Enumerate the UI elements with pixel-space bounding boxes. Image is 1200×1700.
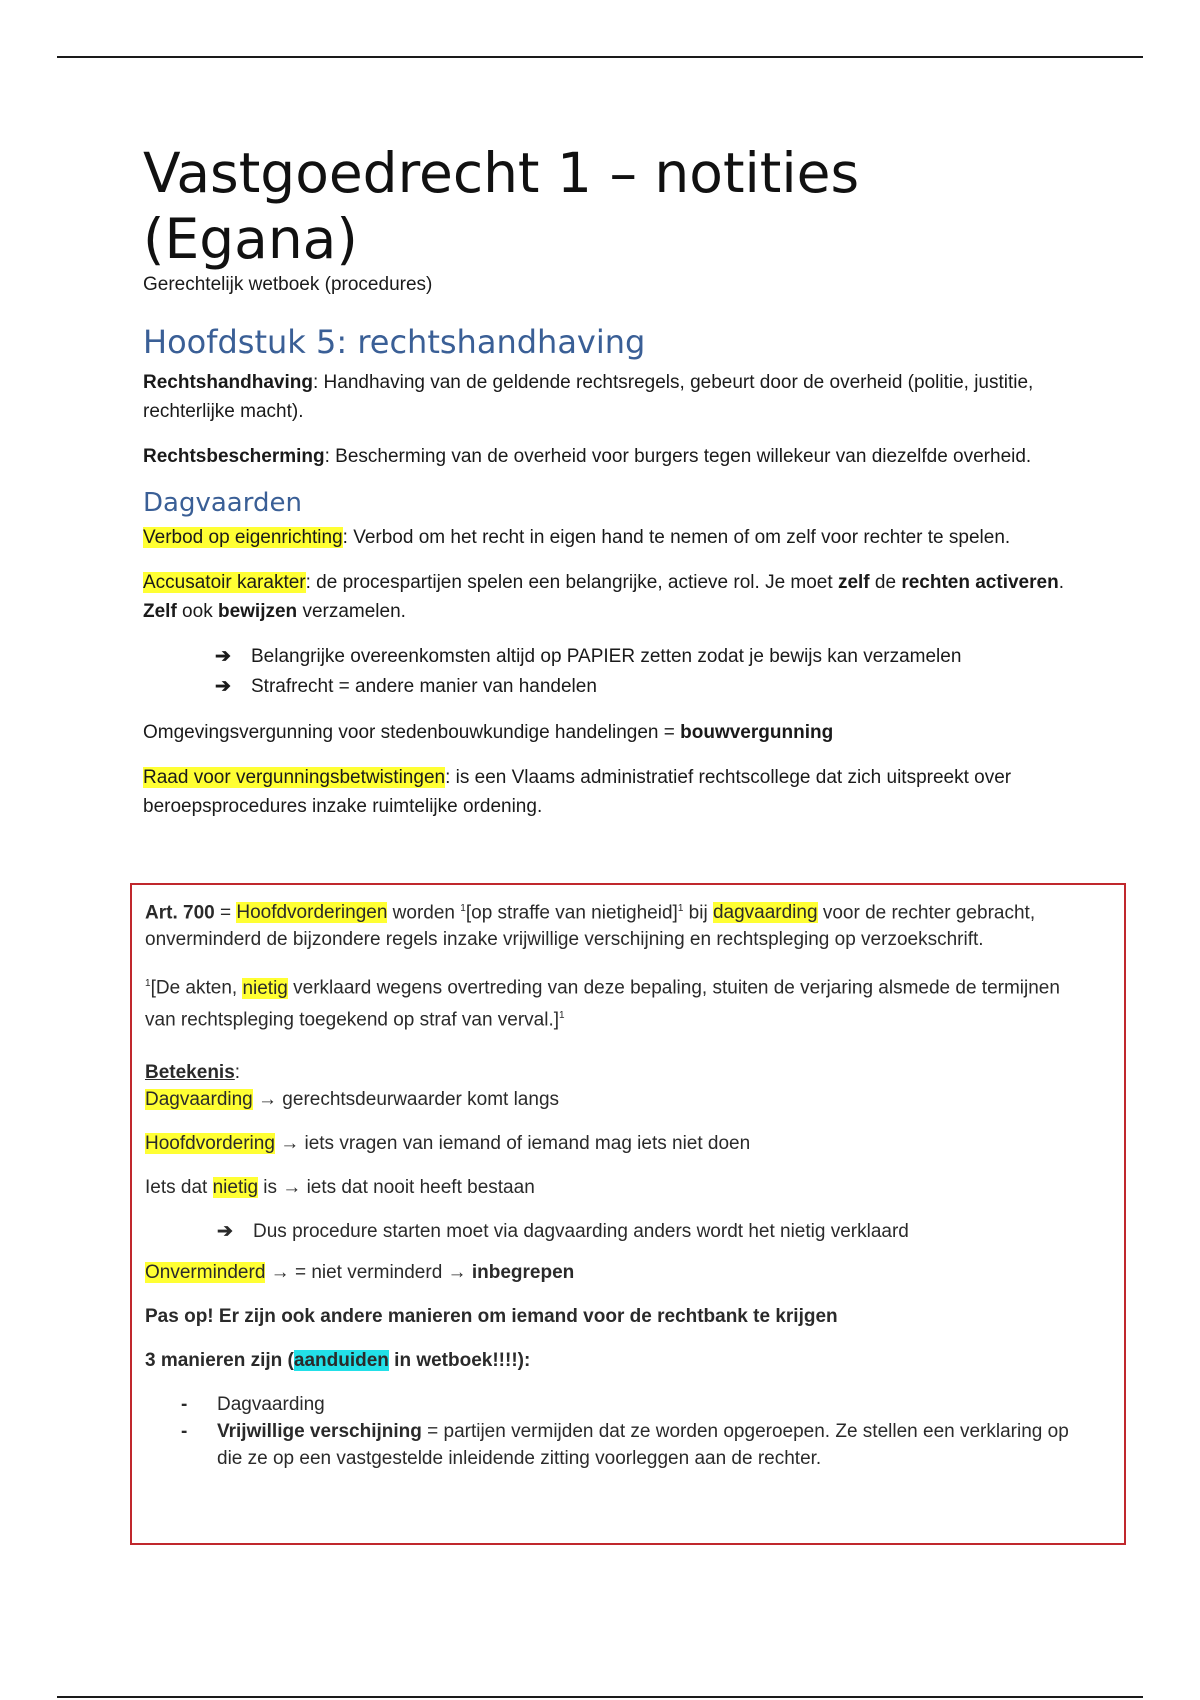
text: worden bbox=[387, 902, 461, 924]
document-subtitle: Gerechtelijk wetboek (procedures) bbox=[143, 274, 433, 295]
paragraph-raad bbox=[143, 763, 1073, 821]
arrow-list bbox=[143, 642, 1073, 702]
bold-text: 3 manieren zijn ( bbox=[145, 1349, 294, 1371]
paragraph-accusatoir bbox=[143, 568, 1073, 626]
text: verklaard wegens overtreding van deze bepaling, stuiten de verjaring alsmede de termijnen van rechtspleging toegekend op straf van verval.] bbox=[145, 977, 1060, 1030]
title-line-1: Vastgoedrecht 1 – notities bbox=[143, 141, 860, 205]
list-item: ➔ Dus procedure starten moet via dagvaarding anders wordt het nietig verklaard bbox=[217, 1218, 1085, 1245]
highlighted-term: Onverminderd bbox=[145, 1261, 266, 1283]
betekenis-label bbox=[145, 1059, 1085, 1086]
document-title bbox=[143, 140, 1073, 272]
paragraph-omgevingsvergunning bbox=[143, 718, 1073, 747]
box-content bbox=[145, 895, 1085, 1472]
footer-rule bbox=[57, 1696, 1143, 1698]
def-onverminderd bbox=[145, 1259, 1085, 1286]
text: = partijen vermijden dat ze worden opgeroepen. Ze stellen een verklaring op die ze op een vastgestelde inleidende zitting voorleggen aan de rechter. bbox=[217, 1420, 1069, 1469]
text: verzamelen. bbox=[297, 601, 406, 622]
list-item: ➔ Strafrecht = andere manier van handelen bbox=[215, 672, 1073, 702]
footnote-marker: 1 bbox=[559, 1009, 565, 1021]
term: Rechtshandhaving bbox=[143, 372, 313, 393]
bold-text: Vrijwillige verschijning bbox=[217, 1420, 422, 1442]
bold-text: inbegrepen bbox=[471, 1261, 575, 1283]
bold-underlined-text: Betekenis bbox=[145, 1061, 235, 1083]
bold-text: zelf bbox=[837, 572, 870, 593]
bold-text: bewijzen bbox=[217, 601, 298, 622]
bold-text: in wetboek!!!!): bbox=[388, 1349, 531, 1371]
footnote-marker: 1 bbox=[460, 903, 466, 914]
highlighted-term: Dagvaarding bbox=[145, 1088, 253, 1110]
definition: : Handhaving van de geldende rechtsregels, gebeurt door de overheid (politie, justitie, rechterlijke macht). bbox=[143, 372, 1034, 422]
manieren bbox=[145, 1347, 1085, 1374]
text: ook bbox=[176, 601, 218, 622]
bold-text: Pas op! Er zijn ook andere manieren om iemand voor de rechtbank te krijgen bbox=[145, 1305, 838, 1327]
text: = bbox=[214, 902, 237, 924]
text: Iets dat bbox=[145, 1176, 213, 1198]
footnote-marker: 1 bbox=[145, 978, 151, 990]
document-body bbox=[143, 140, 1073, 837]
text: is → iets dat nooit heeft bestaan bbox=[258, 1176, 535, 1198]
text: : de procespartijen spelen een belangrijke, actieve rol. Je moet bbox=[305, 572, 838, 593]
highlighted-term: nietig bbox=[212, 1176, 259, 1198]
list-item: ➔ Belangrijke overeenkomsten altijd op PAPIER zetten zodat je bewijs kan verzamelen bbox=[215, 642, 1073, 672]
text: voor de rechter gebracht, onverminderd de bijzondere regels inzake vrijwillige verschijning en rechtspleging op verzoekschrift. bbox=[145, 902, 1036, 951]
bold-text: Zelf bbox=[143, 601, 177, 622]
bold-text: rechten activeren bbox=[901, 572, 1059, 593]
header-rule bbox=[57, 56, 1143, 58]
cyan-highlighted-term: aanduiden bbox=[293, 1349, 389, 1371]
text: de bbox=[869, 572, 902, 593]
text: [op straffe van nietigheid] bbox=[465, 902, 678, 924]
chapter-heading: Hoofdstuk 5: rechtshandhaving bbox=[143, 323, 646, 361]
text: . bbox=[1058, 572, 1064, 593]
highlighted-term: nietig bbox=[242, 977, 288, 999]
def-hoofdvordering bbox=[145, 1130, 1085, 1157]
paragraph-rechtsbescherming bbox=[143, 442, 1073, 471]
footnote-marker: 1 bbox=[677, 903, 684, 914]
highlighted-term: Hoofdvordering bbox=[145, 1132, 275, 1154]
dash-list bbox=[145, 1391, 1085, 1472]
term: Rechtsbescherming bbox=[143, 446, 325, 467]
text: Omgevingsvergunning voor stedenbouwkundige handelingen = bbox=[143, 722, 681, 743]
definition: : Verbod om het recht in eigen hand te nemen of om zelf voor rechter te spelen. bbox=[342, 527, 1011, 548]
text: : bbox=[234, 1061, 241, 1083]
highlighted-term: dagvaarding bbox=[712, 902, 818, 924]
highlighted-term: Hoofdvorderingen bbox=[236, 902, 388, 924]
highlighted-term: Raad voor vergunningsbetwistingen bbox=[143, 767, 446, 788]
article-700-second bbox=[145, 970, 1085, 1033]
def-nietig bbox=[145, 1174, 1085, 1201]
text: → iets vragen van iemand of iemand mag iets niet doen bbox=[274, 1132, 751, 1154]
text: → = niet verminderd → bbox=[265, 1261, 472, 1283]
highlighted-term: Verbod op eigenrichting bbox=[143, 527, 343, 548]
article-label: Art. 700 bbox=[145, 902, 215, 924]
article-700-text bbox=[145, 895, 1085, 953]
paragraph-rechtshandhaving bbox=[143, 368, 1073, 426]
text: bij bbox=[683, 902, 713, 924]
def-dagvaarding bbox=[145, 1086, 1085, 1113]
title-line-2: (Egana) bbox=[143, 207, 358, 271]
arrow-list bbox=[145, 1218, 1085, 1245]
section-heading: Dagvaarden bbox=[143, 488, 302, 518]
bold-text: bouwvergunning bbox=[680, 722, 834, 743]
list-item bbox=[181, 1418, 1085, 1472]
list-item: - Dagvaarding bbox=[181, 1391, 1085, 1418]
definition: : Bescherming van de overheid voor burgers tegen willekeur van diezelfde overheid. bbox=[324, 446, 1032, 467]
definition: : is een Vlaams administratief rechtscollege dat zich uitspreekt over beroepsprocedures inzake ruimtelijke ordening. bbox=[143, 767, 1012, 817]
highlighted-term: Accusatoir karakter bbox=[143, 572, 306, 593]
text: [De akten, bbox=[150, 977, 243, 999]
article-700-box bbox=[130, 883, 1126, 1545]
paragraph-eigenrichting bbox=[143, 523, 1073, 552]
text: → gerechtsdeurwaarder komt langs bbox=[252, 1088, 560, 1110]
pas-op bbox=[145, 1303, 1085, 1330]
